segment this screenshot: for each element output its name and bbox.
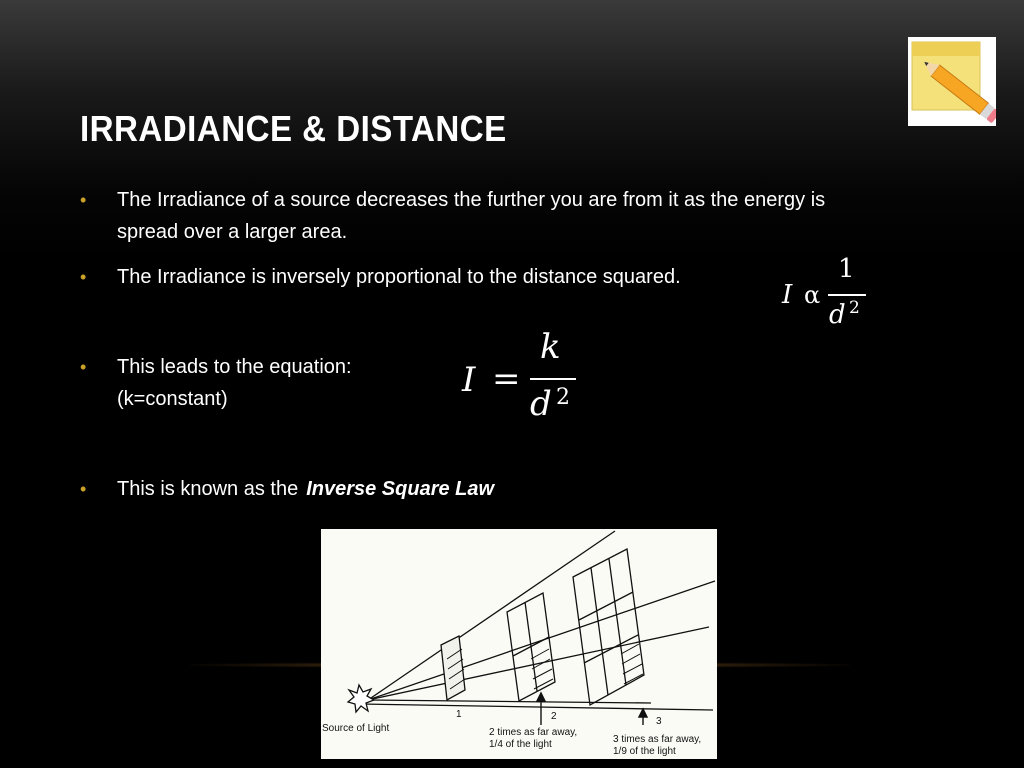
bullet-inverse-square-law bbox=[80, 474, 580, 505]
proportional-equation bbox=[780, 255, 875, 335]
sticky-note-pencil-icon bbox=[908, 37, 996, 126]
label-2-line2: 1/4 of the light bbox=[489, 739, 552, 750]
inverse-square-diagram bbox=[321, 529, 717, 759]
eq-denominator: d bbox=[530, 384, 552, 424]
label-3-line2: 1/9 of the light bbox=[613, 746, 676, 757]
source-of-light-label: Source of Light bbox=[322, 723, 390, 734]
distance-marker-2: 2 bbox=[551, 711, 557, 722]
eq-denominator: d bbox=[829, 300, 846, 330]
bullet-text-line: The Irradiance is inversely proportional to the distance squared. bbox=[117, 266, 681, 288]
eq-numerator: 1 bbox=[838, 254, 855, 284]
eq-lhs: I bbox=[782, 280, 793, 310]
eq-exponent: 2 bbox=[556, 385, 570, 410]
bullet-text-line bbox=[117, 474, 494, 505]
eq-symbol: α bbox=[804, 281, 821, 309]
fraction-bar bbox=[828, 294, 866, 296]
eq-lhs: I bbox=[462, 360, 476, 400]
bullet-marker: • bbox=[80, 267, 87, 287]
bullet-marker: • bbox=[80, 357, 87, 377]
label-2-line1: 2 times as far away, bbox=[489, 727, 578, 738]
bullet-inversely-proportional bbox=[80, 262, 780, 293]
fraction-bar bbox=[530, 378, 576, 380]
eq-exponent: 2 bbox=[849, 298, 860, 318]
eq-numerator: k bbox=[540, 327, 561, 367]
bullet-marker: • bbox=[80, 190, 87, 210]
label-3-line1: 3 times as far away, bbox=[613, 734, 702, 745]
bullet-text-line: (k=constant) bbox=[117, 388, 228, 410]
bullet-text-line: This leads to the equation: bbox=[117, 356, 352, 378]
distance-marker-3: 3 bbox=[656, 716, 662, 727]
slide-title: IRRADIANCE & DISTANCE bbox=[80, 108, 507, 149]
bullet-marker: • bbox=[80, 479, 87, 499]
inverse-square-law-emphasis: Inverse Square Law bbox=[306, 478, 495, 500]
eq-symbol: = bbox=[492, 359, 521, 399]
bullet-equation-intro bbox=[80, 352, 420, 416]
inverse-square-equation bbox=[460, 327, 590, 425]
bullet-text: This is known as the bbox=[117, 478, 299, 500]
bullet-irradiance-decreases bbox=[80, 185, 920, 249]
bullet-text-line: The Irradiance of a source decreases the further you are from it as the energy is bbox=[117, 189, 826, 211]
bullet-text-line: spread over a larger area. bbox=[117, 221, 348, 243]
distance-marker-1: 1 bbox=[456, 709, 462, 720]
